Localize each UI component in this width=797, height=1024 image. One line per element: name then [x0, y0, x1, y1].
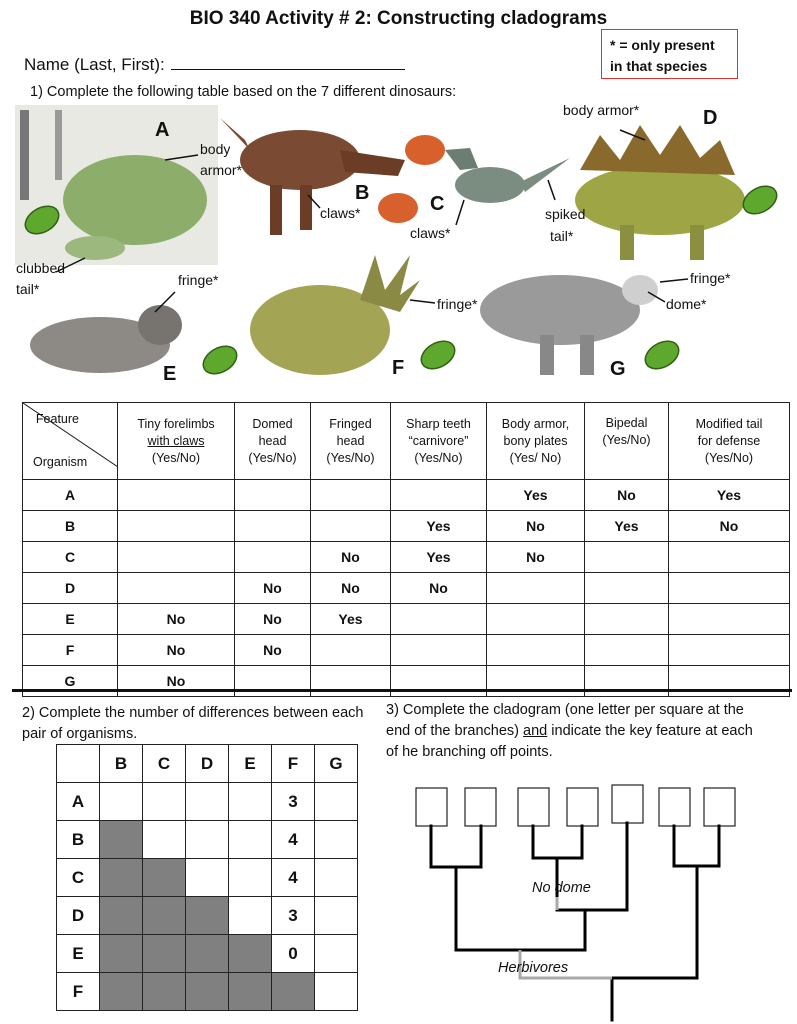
diff-answer-cell[interactable]: [229, 897, 272, 935]
diff-shaded-cell: [100, 973, 143, 1011]
table-header-row: [23, 403, 790, 480]
dino-d-tag: tail*: [550, 228, 574, 244]
differences-table: [56, 744, 358, 1011]
organism-cell: E: [23, 604, 118, 635]
feature-answer-cell[interactable]: [585, 573, 669, 604]
diff-row: [57, 821, 358, 859]
dino-c-tag: claws*: [410, 225, 451, 241]
table-row: [23, 511, 790, 542]
pointer-arrow: [410, 300, 435, 303]
pointer-arrow: [660, 279, 688, 282]
cladogram-answer-box[interactable]: [659, 788, 690, 826]
table-row: [23, 542, 790, 573]
col-header: Sharp teeth “carnivore” (Yes/No): [391, 403, 487, 480]
feature-answer-cell[interactable]: [235, 542, 311, 573]
meat-icon: [378, 193, 418, 223]
dino-d-tag: spiked: [545, 206, 586, 222]
diff-answer-cell[interactable]: 4: [272, 821, 315, 859]
diff-row: [57, 783, 358, 821]
feature-answer-cell[interactable]: [487, 573, 585, 604]
dino-b-letter: B: [355, 182, 370, 204]
diff-row-header: F: [57, 973, 100, 1011]
feature-answer-cell[interactable]: Yes: [311, 604, 391, 635]
leaf-icon: [738, 181, 781, 220]
diff-col-header: D: [186, 745, 229, 783]
dino-d-tag: body armor*: [563, 102, 640, 118]
diff-row-header: C: [57, 859, 100, 897]
trex-b-leg: [300, 185, 312, 230]
feature-answer-cell[interactable]: Yes: [391, 511, 487, 542]
col-header: Bipedal (Yes/No): [585, 403, 669, 480]
stegosaur-d-body: [575, 165, 745, 235]
diff-answer-cell[interactable]: 4: [272, 859, 315, 897]
raptor-c-tail: [520, 158, 570, 192]
cladogram-label-herbivores: Herbivores: [498, 960, 569, 976]
feature-answer-cell[interactable]: Yes: [487, 480, 585, 511]
col-header: Tiny forelimbs with claws (Yes/No): [118, 403, 235, 480]
note-line-2: in that species: [610, 58, 708, 74]
feature-answer-cell[interactable]: No: [118, 666, 235, 697]
feature-answer-cell[interactable]: [235, 511, 311, 542]
feature-answer-cell[interactable]: No: [487, 511, 585, 542]
diff-row: [57, 897, 358, 935]
dino-a-tag: body: [200, 141, 231, 157]
feature-answer-cell[interactable]: [311, 480, 391, 511]
col-header: Body armor, bony plates (Yes/ No): [487, 403, 585, 480]
section-divider: [12, 689, 792, 692]
diff-shaded-cell: [100, 859, 143, 897]
diff-shaded-cell: [272, 973, 315, 1011]
feature-answer-cell[interactable]: [391, 635, 487, 666]
diff-row-header: D: [57, 897, 100, 935]
stegosaur-d-leg: [620, 225, 634, 260]
diff-corner-cell: [57, 745, 100, 783]
cladogram-branch: [533, 826, 582, 858]
cladogram-answer-box[interactable]: [518, 788, 549, 826]
question-2: 2) Complete the number of differences between each pair of organisms.: [22, 705, 364, 742]
table-row: [23, 604, 790, 635]
feature-answer-cell[interactable]: [585, 635, 669, 666]
diff-answer-cell[interactable]: [143, 821, 186, 859]
feature-answer-cell[interactable]: [118, 542, 235, 573]
stegosaur-d-plates: [580, 125, 735, 175]
diff-col-header: F: [272, 745, 315, 783]
pachycephalosaur-g-body: [480, 275, 640, 345]
diff-answer-cell[interactable]: 3: [272, 783, 315, 821]
diff-shaded-cell: [186, 973, 229, 1011]
feature-answer-cell[interactable]: Yes: [391, 542, 487, 573]
organism-cell: F: [23, 635, 118, 666]
dino-e-letter: E: [163, 363, 177, 385]
diff-answer-cell[interactable]: [315, 935, 358, 973]
stegosaur-d-leg: [690, 225, 704, 260]
diff-row: [57, 935, 358, 973]
question-1: 1) Complete the following table based on the 7 different dinosaurs:: [30, 84, 457, 100]
feature-answer-cell[interactable]: [311, 511, 391, 542]
tree-trunk: [20, 110, 29, 200]
pointer-arrow: [456, 200, 464, 225]
feature-answer-cell[interactable]: No: [585, 480, 669, 511]
feature-answer-cell[interactable]: [487, 635, 585, 666]
corner-organism-label: Organism: [33, 455, 88, 469]
diff-col-header: G: [315, 745, 358, 783]
feature-answer-cell[interactable]: [669, 604, 790, 635]
feature-answer-cell[interactable]: [118, 511, 235, 542]
feature-answer-cell[interactable]: No: [311, 542, 391, 573]
feature-answer-cell[interactable]: No: [487, 542, 585, 573]
dino-a-letter: A: [155, 119, 170, 141]
pachycephalosaur-g-leg: [540, 335, 554, 375]
diff-shaded-cell: [143, 897, 186, 935]
table-row: [23, 635, 790, 666]
diff-shaded-cell: [229, 935, 272, 973]
feature-answer-cell[interactable]: [585, 604, 669, 635]
leaf-icon: [416, 336, 459, 375]
trex-b-leg: [270, 185, 282, 235]
organism-cell: A: [23, 480, 118, 511]
dino-g-tag: fringe*: [690, 270, 731, 286]
dinosaur-illustrations: [0, 0, 797, 400]
diff-answer-cell[interactable]: [100, 783, 143, 821]
feature-answer-cell[interactable]: [118, 573, 235, 604]
cladogram-answer-box[interactable]: [612, 785, 643, 823]
col-header: Modified tail for defense (Yes/No): [669, 403, 790, 480]
raptor-c-head: [445, 148, 478, 170]
feature-answer-cell[interactable]: [585, 542, 669, 573]
meat-icon: [405, 135, 445, 165]
diff-answer-cell[interactable]: [229, 859, 272, 897]
organism-cell: B: [23, 511, 118, 542]
dino-c-letter: C: [430, 193, 445, 215]
table-row: [23, 480, 790, 511]
diff-shaded-cell: [186, 935, 229, 973]
diff-answer-cell[interactable]: 0: [272, 935, 315, 973]
table-corner-cell: [23, 403, 118, 480]
diff-row: [57, 973, 358, 1011]
diff-answer-cell[interactable]: [143, 783, 186, 821]
cladogram-answer-box[interactable]: [704, 788, 735, 826]
dino-e-tag: fringe*: [178, 272, 219, 288]
trex-b-head: [340, 150, 405, 176]
dino-g-letter: G: [610, 358, 626, 380]
diff-answer-cell[interactable]: [315, 973, 358, 1011]
diff-shaded-cell: [100, 897, 143, 935]
corner-feature-label: Feature: [35, 412, 79, 426]
diff-shaded-cell: [143, 935, 186, 973]
dino-d-letter: D: [703, 107, 718, 129]
diff-row-header: E: [57, 935, 100, 973]
feature-answer-cell[interactable]: No: [391, 573, 487, 604]
feature-answer-cell[interactable]: No: [311, 573, 391, 604]
organism-cell: D: [23, 573, 118, 604]
feature-answer-cell[interactable]: Yes: [669, 480, 790, 511]
dino-b-tag: claws*: [320, 205, 361, 221]
diff-col-header: E: [229, 745, 272, 783]
note-line-1: * = only present: [610, 37, 715, 53]
diff-answer-cell[interactable]: [186, 783, 229, 821]
table-row: [23, 573, 790, 604]
feature-answer-cell[interactable]: [391, 480, 487, 511]
feature-answer-cell[interactable]: [669, 573, 790, 604]
feature-answer-cell[interactable]: [391, 604, 487, 635]
diff-shaded-cell: [229, 973, 272, 1011]
leaf-icon: [198, 341, 241, 380]
dino-g-tag: dome*: [666, 296, 707, 312]
cladogram-branch: [674, 826, 719, 866]
cladogram-answer-box[interactable]: [416, 788, 447, 826]
pointer-arrow: [548, 180, 555, 200]
name-label: Name (Last, First):: [24, 55, 165, 74]
diff-row-header: A: [57, 783, 100, 821]
diff-answer-cell[interactable]: 3: [272, 897, 315, 935]
diff-shaded-cell: [100, 935, 143, 973]
pachycephalosaur-g-dome: [622, 275, 658, 305]
cladogram-answer-box[interactable]: [567, 788, 598, 826]
organism-cell: C: [23, 542, 118, 573]
cladogram-branch: [612, 866, 697, 978]
question-3: 3) Complete the cladogram (one letter per square at the end of the branches) and indicate the key feature at each of he branching off points.: [386, 702, 753, 760]
diff-answer-cell[interactable]: [229, 783, 272, 821]
diff-answer-cell[interactable]: [186, 821, 229, 859]
diff-shaded-cell: [143, 859, 186, 897]
feature-answer-cell[interactable]: No: [235, 604, 311, 635]
organism-cell: G: [23, 666, 118, 697]
dino-a-tag: clubbed: [16, 260, 66, 276]
triceratops-e-fringe: [138, 305, 182, 345]
diff-col-header: B: [100, 745, 143, 783]
cladogram-label-no-dome: No dome: [532, 880, 591, 896]
diff-answer-cell[interactable]: [229, 821, 272, 859]
diff-col-header: C: [143, 745, 186, 783]
feature-answer-cell[interactable]: Yes: [585, 511, 669, 542]
dino-a-tag: tail*: [16, 281, 40, 297]
diff-answer-cell[interactable]: [315, 821, 358, 859]
diff-answer-cell[interactable]: [315, 783, 358, 821]
dino-f-tag: fringe*: [437, 296, 478, 312]
diff-row: [57, 859, 358, 897]
diff-row-header: B: [57, 821, 100, 859]
cladogram-answer-box[interactable]: [465, 788, 496, 826]
cladogram-branch: [431, 826, 481, 867]
feature-answer-cell[interactable]: No: [235, 573, 311, 604]
tree-trunk: [55, 110, 62, 180]
feature-answer-cell[interactable]: [235, 480, 311, 511]
ankylosaur-a-body: [63, 155, 207, 245]
diff-header-row: [57, 745, 358, 783]
diff-answer-cell[interactable]: [315, 859, 358, 897]
diff-shaded-cell: [100, 821, 143, 859]
feature-answer-cell[interactable]: No: [235, 635, 311, 666]
trex-b-body: [240, 130, 360, 190]
feature-answer-cell[interactable]: [669, 542, 790, 573]
feature-answer-cell[interactable]: [669, 635, 790, 666]
leaf-icon: [640, 336, 683, 375]
diff-shaded-cell: [186, 897, 229, 935]
feature-answer-cell[interactable]: No: [118, 635, 235, 666]
feature-answer-cell[interactable]: [118, 480, 235, 511]
feature-answer-cell[interactable]: No: [669, 511, 790, 542]
pachycephalosaur-g-leg: [580, 335, 594, 375]
feature-table: [22, 402, 790, 697]
page-title: BIO 340 Activity # 2: Constructing cladograms: [189, 8, 608, 29]
dino-a-tag: armor*: [200, 162, 243, 178]
diff-answer-cell[interactable]: [186, 859, 229, 897]
ankylosaur-a-tail-club: [65, 236, 125, 260]
feature-answer-cell[interactable]: No: [118, 604, 235, 635]
feature-answer-cell[interactable]: [487, 604, 585, 635]
dino-f-letter: F: [392, 357, 405, 379]
col-header: Domed head (Yes/No): [235, 403, 311, 480]
cladogram-branch: [557, 823, 627, 910]
feature-answer-cell[interactable]: [311, 635, 391, 666]
col-header: Fringed head (Yes/No): [311, 403, 391, 480]
diff-shaded-cell: [143, 973, 186, 1011]
raptor-c-body: [455, 167, 525, 203]
diff-answer-cell[interactable]: [315, 897, 358, 935]
